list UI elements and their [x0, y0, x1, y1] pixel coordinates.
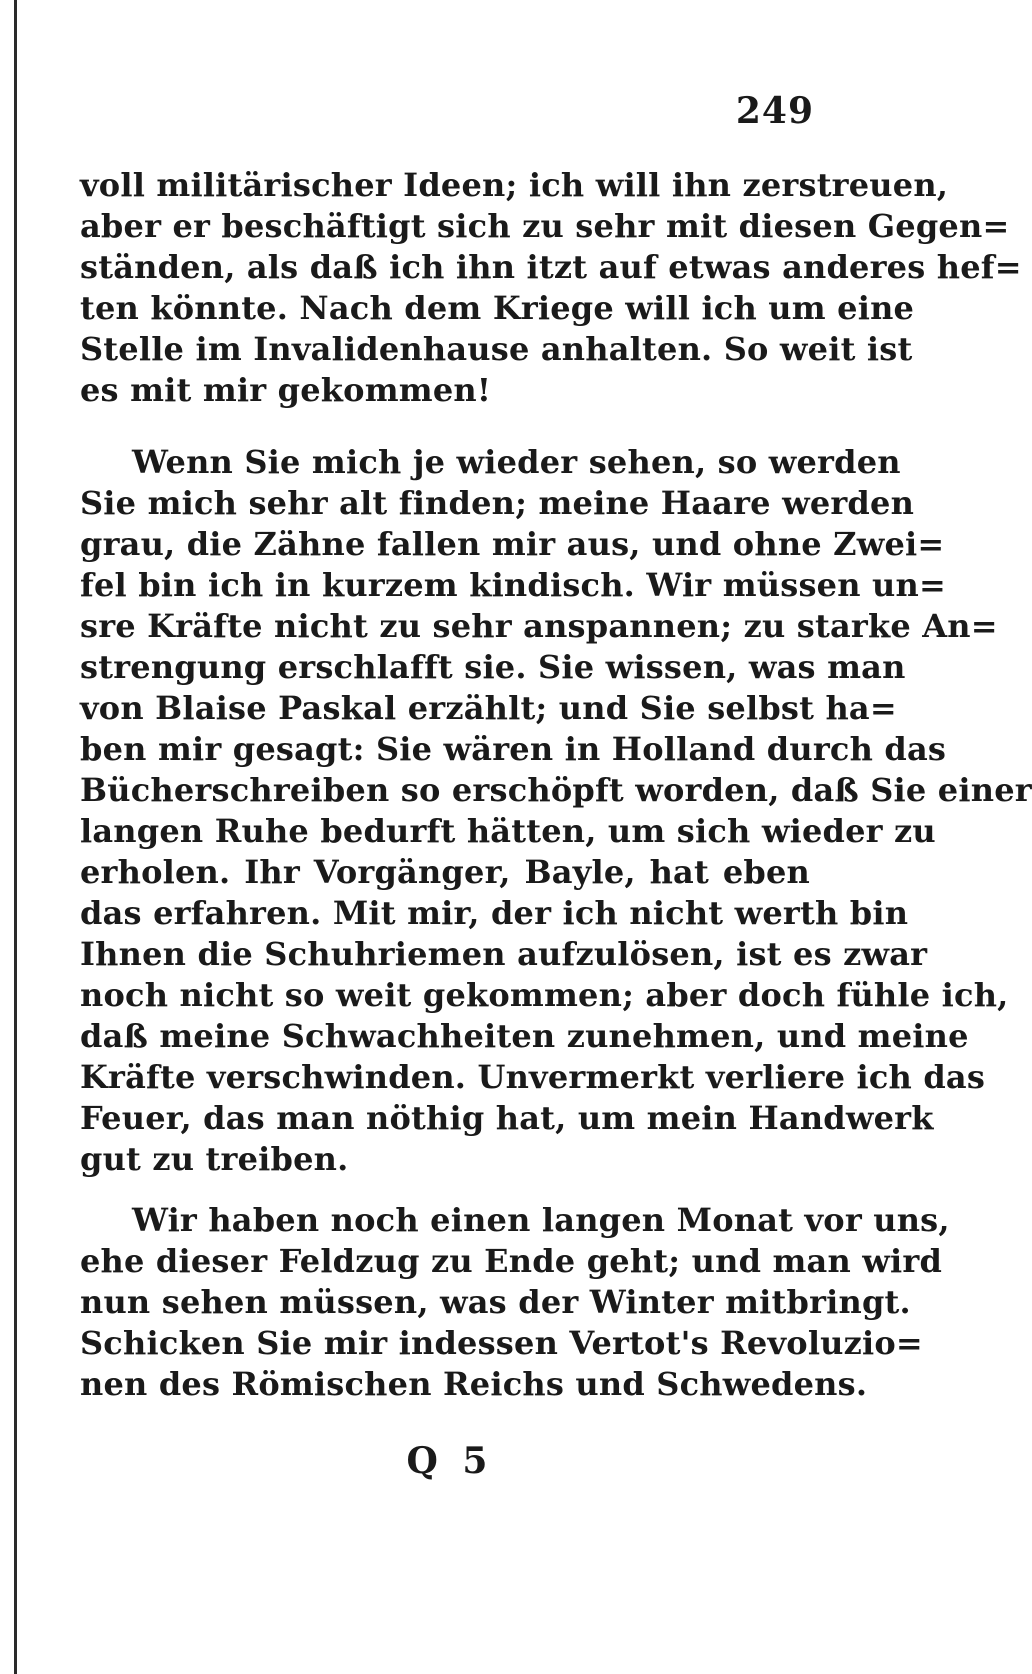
text-line: Sie mich sehr alt finden; meine Haare werden [80, 484, 915, 522]
text-line: sre Kräfte nicht zu sehr anspannen; zu starke An= [80, 607, 998, 645]
binding-edge [14, 0, 17, 1674]
text-line: voll militärischer Ideen; ich will ihn zerstreuen, [80, 166, 949, 204]
text-line: Schicken Sie mir indessen Vertot's Revoluzio= [80, 1324, 923, 1362]
text-line: noch nicht so weit gekommen; aber doch fühle ich, [80, 976, 1009, 1014]
text-line: grau, die Zähne fallen mir aus, und ohne Zwei= [80, 525, 945, 563]
text-line: daß meine Schwachheiten zunehmen, und meine [80, 1017, 969, 1055]
text-line: es mit mir gekommen! [80, 371, 492, 409]
paragraph-1 [80, 165, 1022, 411]
text-line: Wenn Sie mich je wieder sehen, so werden [132, 443, 901, 481]
paragraph-3 [80, 1200, 950, 1405]
paragraph-2 [80, 442, 1032, 1180]
text-line: ten könnte. Nach dem Kriege will ich um eine [80, 289, 915, 327]
text-line: Kräfte verschwinden. Unvermerkt verliere ich das [80, 1058, 986, 1096]
text-line: von Blaise Paskal erzählt; und Sie selbst ha= [80, 689, 897, 727]
signature-mark: Q 5 [406, 1440, 494, 1482]
text-line: ständen, als daß ich ihn itzt auf etwas anderes hef= [80, 248, 1022, 286]
text-line: Wir haben noch einen langen Monat vor uns, [132, 1201, 950, 1239]
text-line: aber er beschäftigt sich zu sehr mit diesen Gegen= [80, 207, 1010, 245]
text-line: nun sehen müssen, was der Winter mitbringt. [80, 1283, 911, 1321]
text-line: nen des Römischen Reichs und Schwedens. [80, 1365, 868, 1403]
page-number: 249 [735, 90, 814, 132]
text-line: Stelle im Invalidenhause anhalten. So weit ist [80, 330, 913, 368]
text-line: Bücherschreiben so erschöpft worden, daß Sie einer [80, 771, 1032, 809]
text-line: ben mir gesagt: Sie wären in Holland durch das [80, 730, 947, 768]
text-line: gut zu treiben. [80, 1140, 349, 1178]
text-line: Ihnen die Schuhriemen aufzulösen, ist es zwar [80, 935, 928, 973]
text-line: langen Ruhe bedurft hätten, um sich wieder zu [80, 812, 936, 850]
text-line: erholen. Ihr Vorgänger, Bayle, hat eben [80, 853, 810, 891]
text-line: fel bin ich in kurzem kindisch. Wir müssen un= [80, 566, 946, 604]
text-line: Feuer, das man nöthig hat, um mein Handwerk [80, 1099, 934, 1137]
text-line: das erfahren. Mit mir, der ich nicht werth bin [80, 894, 909, 932]
text-line: strengung erschlafft sie. Sie wissen, was man [80, 648, 906, 686]
text-line: ehe dieser Feldzug zu Ende geht; und man wird [80, 1242, 943, 1280]
